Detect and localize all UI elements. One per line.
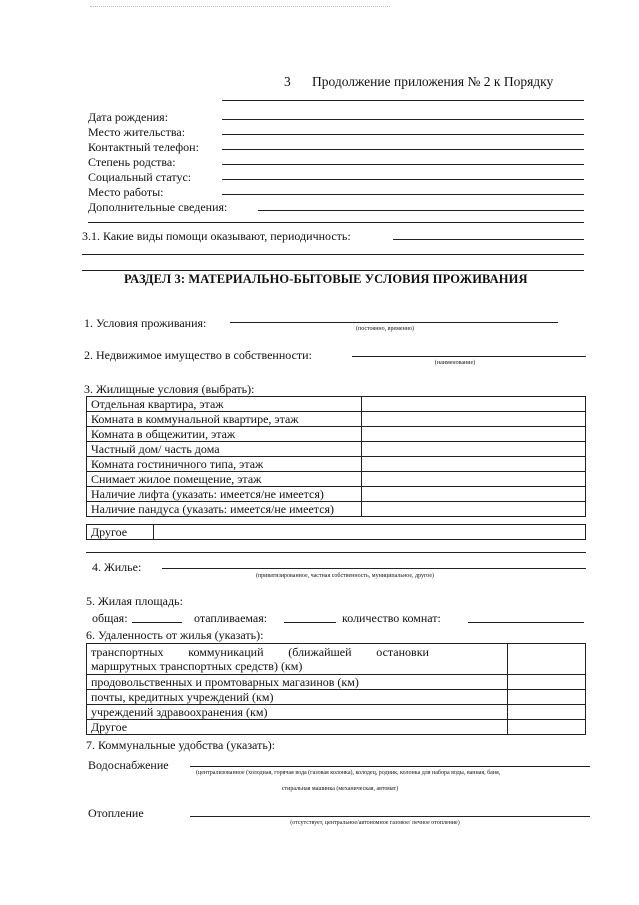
housing-row-label: Комната в коммунальной квартире, этаж (87, 412, 362, 427)
transport-word-3: (ближайшей (288, 645, 352, 659)
housing-row-label: Наличие пандуса (указать: имеется/не имеется) (87, 502, 362, 517)
section-3-title: РАЗДЕЛ 3: МАТЕРИАЛЬНО-БЫТОВЫЕ УСЛОВИЯ ПРОЖИВАНИЯ (124, 272, 528, 286)
housing-label: 3. Жилищные условия (выбрать): (84, 382, 255, 396)
distance-label: 6. Удаленность от жилья (указать): (86, 628, 264, 642)
distance-row-value[interactable] (508, 705, 586, 720)
distance-transport-cell (87, 644, 508, 675)
housing-row-value[interactable] (362, 472, 586, 487)
table-row (87, 397, 586, 412)
social-status-field[interactable] (222, 179, 584, 180)
housing-other-table (86, 524, 586, 540)
table-row (87, 705, 586, 720)
housing-extra-rule (86, 552, 586, 553)
table-row (87, 472, 586, 487)
utilities-label: 7. Коммунальные удобства (указать): (86, 738, 276, 752)
page-title: Продолжение приложения № 2 к Порядку (312, 74, 554, 89)
social-status-label: Социальный статус: (88, 170, 192, 184)
property-hint: (наименование) (434, 360, 476, 366)
table-row (87, 487, 586, 502)
housing-other-label: Другое (87, 525, 154, 540)
table-row (87, 457, 586, 472)
property-label: 2. Недвижимое имущество в собственности: (84, 348, 312, 362)
area-label: 5. Жилая площадь: (86, 594, 183, 608)
workplace-field[interactable] (222, 194, 584, 195)
water-field[interactable] (190, 766, 590, 767)
housing-row-value[interactable] (362, 442, 586, 457)
kinship-field[interactable] (222, 164, 584, 165)
additional-info-field-2[interactable] (88, 222, 584, 223)
dwelling-field[interactable] (162, 568, 586, 569)
table-row (87, 525, 586, 540)
housing-row-value[interactable] (362, 427, 586, 442)
transport-word-2: коммуникаций (188, 645, 264, 659)
residence-field[interactable] (222, 134, 584, 135)
dwelling-label: 4. Жилье: (92, 560, 142, 574)
table-row (87, 442, 586, 457)
housing-row-label: Частный дом/ часть дома (87, 442, 362, 457)
help-types-field-3[interactable] (82, 270, 584, 271)
housing-row-value[interactable] (362, 487, 586, 502)
area-total-field[interactable] (132, 622, 182, 623)
distance-row-label: продовольственных и промтоварных магазинов (км) (87, 675, 508, 690)
housing-row-value[interactable] (362, 397, 586, 412)
area-total-label: общая: (92, 611, 128, 625)
rooms-field[interactable] (468, 622, 584, 623)
transport-word-1: транспортных (91, 645, 164, 659)
residence-label: Место жительства: (88, 125, 186, 139)
dwelling-hint: (приватизированное, частная собственность, муниципальное, другое) (255, 573, 435, 579)
birth-date-label: Дата рождения: (88, 110, 169, 124)
distance-row-value[interactable] (508, 690, 586, 705)
distance-row-value[interactable] (508, 675, 586, 690)
additional-info-label: Дополнительные сведения: (88, 200, 228, 214)
housing-row-label: Комната гостиничного типа, этаж (87, 457, 362, 472)
table-row (87, 720, 586, 735)
table-row (87, 644, 586, 675)
housing-row-label: Отдельная квартира, этаж (87, 397, 362, 412)
transport-word-4: остановки (376, 645, 429, 659)
area-heated-label: отапливаемая: (194, 611, 268, 625)
distance-transport-value[interactable] (508, 644, 586, 675)
table-row (87, 690, 586, 705)
property-field[interactable] (352, 356, 586, 357)
distance-table (86, 643, 586, 735)
living-conditions-label: 1. Условия проживания: (84, 316, 207, 330)
phone-field[interactable] (222, 149, 584, 150)
workplace-label: Место работы: (88, 185, 164, 199)
table-row (87, 502, 586, 517)
heating-hint: (отсутствует, центральное/автономное газовое/ печное отопление) (290, 820, 460, 826)
table-row (87, 675, 586, 690)
housing-other-value[interactable] (154, 525, 586, 540)
living-conditions-hint: (постоянно, временно) (355, 326, 414, 332)
distance-transport-line1 (91, 645, 429, 659)
distance-row-label: учреждений здравоохранения (км) (87, 705, 508, 720)
distance-row-label: почты, кредитных учреждений (км) (87, 690, 508, 705)
housing-table (86, 396, 586, 517)
help-types-field-2[interactable] (82, 254, 584, 255)
heating-field[interactable] (190, 816, 590, 817)
table-row (87, 412, 586, 427)
additional-info-field[interactable] (258, 210, 584, 211)
rooms-label: количество комнат: (342, 611, 441, 625)
area-heated-field[interactable] (284, 622, 336, 623)
page-number: 3 (284, 74, 291, 89)
housing-row-label: Комната в общежитии, этаж (87, 427, 362, 442)
water-label: Водоснабжение (88, 758, 169, 772)
water-hint-2: стиральная машинка (механическая, автомат) (281, 786, 399, 792)
header-rule (222, 100, 584, 101)
heating-label: Отопление (88, 806, 144, 820)
distance-other-value[interactable] (508, 720, 586, 735)
distance-transport-line2: маршрутных транспортных средств) (км) (91, 659, 303, 673)
kinship-label: Степень родства: (88, 155, 176, 169)
scan-artifact (90, 6, 390, 9)
table-row (87, 427, 586, 442)
housing-row-value[interactable] (362, 412, 586, 427)
housing-row-label: Снимает жилое помещение, этаж (87, 472, 362, 487)
housing-row-value[interactable] (362, 502, 586, 517)
help-types-field[interactable] (393, 239, 584, 240)
housing-row-label: Наличие лифта (указать: имеется/не имеется) (87, 487, 362, 502)
housing-row-value[interactable] (362, 457, 586, 472)
phone-label: Контактный телефон: (88, 140, 199, 154)
living-conditions-field[interactable] (230, 322, 558, 323)
birth-date-field[interactable] (222, 119, 584, 120)
help-types-label: 3.1. Какие виды помощи оказывают, периодичность: (82, 229, 351, 243)
water-hint-1: (централизованное (холодная, горячая вода (газовая колонка), колодец, родник, колонка для набора воды, ванная, баня, (196, 770, 501, 776)
distance-other-label: Другое (87, 720, 508, 735)
